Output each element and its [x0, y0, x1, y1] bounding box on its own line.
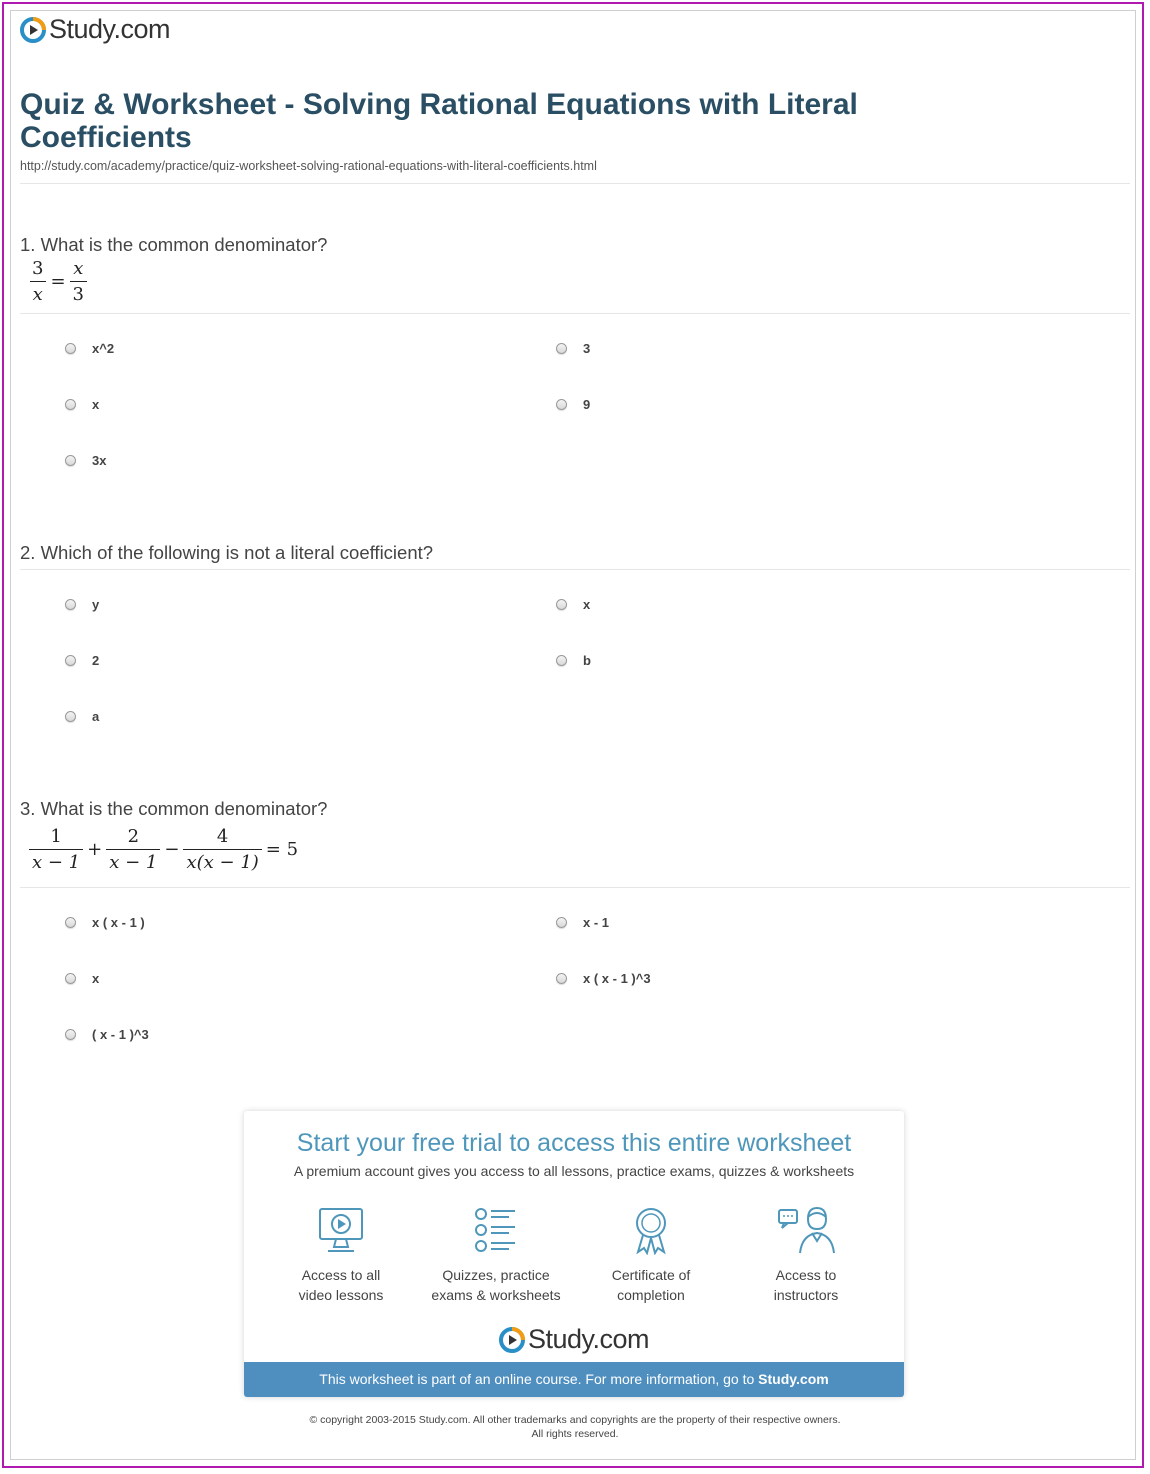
divider	[20, 183, 1130, 184]
radio-button[interactable]	[556, 973, 567, 984]
q2-option[interactable]: y	[65, 597, 99, 612]
course-info-bar: This worksheet is part of an online course. For more information, go to Study.com	[244, 1362, 904, 1397]
study-logo-icon	[499, 1327, 525, 1353]
equation-q1: $\frac{3}{x}$ = $\frac{x}{3}$	[27, 258, 89, 305]
divider	[20, 887, 1130, 888]
quiz-list-icon	[471, 1205, 521, 1255]
feature-instructors: Access to instructors	[726, 1205, 886, 1305]
q1-option[interactable]: 9	[556, 397, 590, 412]
copyright: © copyright 2003-2015 Study.com. All other trademarks and copyrights are the property of their respective owners. All rights reserved.	[309, 1414, 841, 1440]
q1-option[interactable]: x^2	[65, 341, 114, 356]
study-link[interactable]: Study.com	[758, 1371, 829, 1387]
radio-button[interactable]	[556, 399, 567, 410]
instructor-icon	[776, 1205, 836, 1255]
q1-option[interactable]: 3x	[65, 453, 106, 468]
logo-text: Study.com	[49, 14, 171, 44]
radio-button[interactable]	[65, 1029, 76, 1040]
radio-button[interactable]	[556, 599, 567, 610]
radio-button[interactable]	[65, 973, 76, 984]
certificate-icon	[626, 1205, 676, 1255]
page-url[interactable]: http://study.com/academy/practice/quiz-worksheet-solving-rational-equations-with-literal-coefficients.html	[20, 159, 597, 173]
radio-button[interactable]	[556, 917, 567, 928]
radio-button[interactable]	[65, 599, 76, 610]
page-title: Quiz & Worksheet - Solving Rational Equations with Literal Coefficients	[20, 88, 858, 154]
video-lesson-icon	[316, 1205, 366, 1255]
q3-option[interactable]: x ( x - 1 )	[65, 915, 145, 930]
radio-button[interactable]	[556, 343, 567, 354]
q1-option[interactable]: 3	[556, 341, 590, 356]
q2-option[interactable]: a	[65, 709, 99, 724]
divider	[20, 569, 1130, 570]
radio-button[interactable]	[65, 711, 76, 722]
q2-option[interactable]: x	[556, 597, 590, 612]
promo-study-logo[interactable]: Study.com	[244, 1324, 904, 1355]
feature-video-lessons: Access to all video lessons	[261, 1205, 421, 1305]
radio-button[interactable]	[65, 455, 76, 466]
feature-certificate: Certificate of completion	[571, 1205, 731, 1305]
q3-option[interactable]: x - 1	[556, 915, 609, 930]
question-2: 2. Which of the following is not a literal coefficient?	[20, 542, 434, 563]
q3-option[interactable]: x ( x - 1 )^3	[556, 971, 651, 986]
radio-button[interactable]	[65, 399, 76, 410]
question-1: 1. What is the common denominator?	[20, 234, 328, 255]
study-logo[interactable]	[20, 14, 170, 45]
radio-button[interactable]	[65, 917, 76, 928]
equation-q3: $\frac{1}{x - 1}$ + $\frac{2}{x - 1}$ − $\frac{4}{x(x - 1)}$ = 5	[27, 826, 300, 873]
free-trial-promo	[244, 1111, 904, 1397]
promo-subtitle: A premium account gives you access to all lessons, practice exams, quizzes & worksheets	[293, 1163, 855, 1179]
q3-option[interactable]: x	[65, 971, 99, 986]
q3-option[interactable]: ( x - 1 )^3	[65, 1027, 149, 1042]
question-3: 3. What is the common denominator?	[20, 798, 328, 819]
radio-button[interactable]	[65, 343, 76, 354]
q2-option[interactable]: 2	[65, 653, 99, 668]
q2-option[interactable]: b	[556, 653, 591, 668]
radio-button[interactable]	[556, 655, 567, 666]
q1-option[interactable]: x	[65, 397, 99, 412]
divider	[20, 313, 1130, 314]
study-logo-icon	[20, 17, 46, 43]
promo-title[interactable]: Start your free trial to access this entire worksheet	[296, 1129, 852, 1157]
feature-quizzes: Quizzes, practice exams & worksheets	[416, 1205, 576, 1305]
radio-button[interactable]	[65, 655, 76, 666]
